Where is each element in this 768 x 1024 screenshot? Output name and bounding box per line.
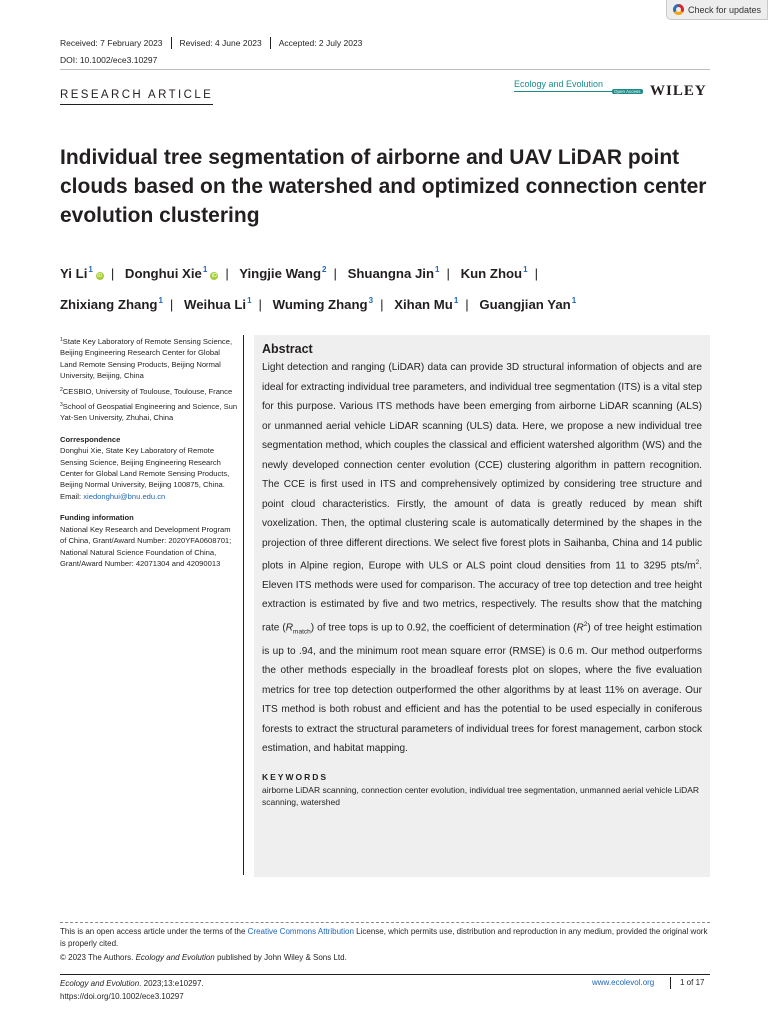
copyright: © 2023 The Authors. Ecology and Evolution published by John Wiley & Sons Ltd.: [60, 953, 347, 962]
crossmark-icon: [673, 4, 684, 15]
journal-logo-rule: [514, 91, 612, 92]
funding-text: National Key Research and Development Program of China, Grant/Award Number: 2020YFA0608701; National Natural Science Foundation of China, Grant/Award Number: 42071304 and 42090013: [60, 524, 232, 568]
open-access-badge: Open Access: [614, 89, 641, 94]
author[interactable]: Wuming Zhang$^3$: [272, 296, 374, 312]
author-list: Yi Li$^1$iD | Donghui Xie$^1$iD | Yingjie Wang$^2$ | Shuangna Jin$^1$ | Kun Zhou$^1$ | Zhixiang Zhang$^1$ | Weihua Li$^1$ | Wuming Zhang$^3$ | Xihan Mu$^1$ | Guangjian Yan$^1$: [60, 265, 577, 312]
correspondence-heading: Correspondence: [60, 434, 121, 444]
footer-divider: [60, 974, 710, 975]
keywords-heading: KEYWORDS: [262, 771, 329, 782]
footer-citation: Ecology and Evolution. 2023;13:e10297. https://doi.org/10.1002/ece3.10297: [60, 979, 204, 1001]
sidebar-divider: [243, 335, 244, 875]
affiliation: $^1$State Key Laboratory of Remote Sensing Science, Beijing Engineering Research Center for Global Land Remote Sensing Products, Beijing Normal University, Beijing, China: [60, 337, 233, 381]
abstract-heading: Abstract: [262, 342, 313, 356]
correspondence-text: Donghui Xie, State Key Laboratory of Remote Sensing Science, Beijing Engineering Research Center for Global Land Remote Sensing Products, Beijing Normal University, Beijing 100875, China. Email: xiedonghui@bnu.edu.cn: [60, 446, 230, 501]
author[interactable]: Kun Zhou$^1$: [460, 265, 528, 281]
author[interactable]: Shuangna Jin$^1$: [347, 265, 440, 281]
abstract-text: Light detection and ranging (LiDAR) data can provide 3D structural information of objects and are ideal for extracting individual tree parameters, and individual tree segmentation (ITS) is a vital step for this purpose. Various ITS methods have been emerging from airborne LiDAR scanning (ALS) or unmanned aerial vehicle LiDAR scanning (ULS) data. Here, we propose a new individual tree segmentation method, which couples the classical and efficient watershed algorithm (WS) and the newly developed connection center evolution (CCE) clustering algorithm in pattern recognition. The CCE is first used in ITS and comprehensively optimized by considering tree structure and point cloud characteristics. Firstly, the amount of data is greatly reduced by mean shift voxelization. Then, the optimal clustering scale is automatically determined by the shapes in the projection of three different directions. We select five forest plots in Saihanba, China and 14 public plots in Alpine region, Europe with ULS or ALS point cloud densities from 11 to 3295 pts/$m^2$. Eleven ITS methods were used for comparison. The accuracy of tree top detection and tree height extraction is estimated by five and two metrics, respectively. The results show that the matching rate $(R_{match})$ of tree tops is up to 0.92, the coefficient of determination $(R^2)$ of tree height estimation is up to .94, and the minimum root mean square error (RMSE) is 0.6 m. Our method outperforms the other methods especially in the broadleaf forests plot on slopes, where the five evaluation metrics for tree top detection outperformed the other algorithms by at least 11% on average. Our ITS method is both robust and efficient and has the potential to be used especially in coniferous forests to extract the structural parameters of individual trees for forest management, carbon stock estimation, and habitat mapping.: [262, 362, 702, 755]
header-divider: [60, 69, 710, 70]
author[interactable]: Xihan Mu$^1$: [394, 296, 459, 312]
author[interactable]: Yi Li$^1$iD: [60, 265, 103, 281]
license-text: This is an open access article under the terms of the Creative Commons Attribution License, which permits use, distribution and reproduction in any medium, provided the original work is properly cited.: [60, 927, 708, 949]
affiliation: $^2$CESBIO, University of Toulouse, Toulouse, France: [60, 386, 233, 396]
accepted-date: Accepted: 2 July 2023: [270, 37, 371, 49]
check-for-updates-label: Check for updates: [688, 4, 762, 15]
sidebar: [60, 335, 238, 572]
keywords-text: airborne LiDAR scanning, connection center evolution, individual tree segmentation, unmanned aerial vehicle LiDAR scanning, watershed: [262, 784, 700, 807]
author[interactable]: Zhixiang Zhang$^1$: [60, 296, 163, 312]
article-title: Individual tree segmentation of airborne and UAV LiDAR point clouds based on the watershed and optimized connection center evolution clustering: [60, 146, 707, 227]
revised-date: Revised: 4 June 2023: [171, 37, 270, 49]
author[interactable]: Yingjie Wang$^2$: [239, 265, 327, 281]
email-link[interactable]: xiedonghui@bnu.edu.cn: [83, 491, 166, 501]
received-date: Received: 7 February 2023: [60, 38, 163, 48]
journal-site-link[interactable]: www.ecolevol.org: [592, 978, 655, 987]
page-number: 1 of 17: [670, 977, 704, 989]
license-divider: [60, 922, 710, 923]
author[interactable]: Weihua Li$^1$: [184, 296, 252, 312]
author[interactable]: Donghui Xie$^1$iD: [124, 265, 217, 281]
affiliation: $^3$School of Geospatial Engineering and Science, Sun Yat-Sen University, Zhuhai, China: [60, 402, 238, 423]
article-dates: [60, 37, 370, 49]
orcid-icon[interactable]: iD: [211, 273, 217, 279]
author[interactable]: Guangjian Yan$^1$: [479, 296, 577, 312]
doi: DOI: 10.1002/ece3.10297: [60, 55, 158, 65]
doi-url[interactable]: https://doi.org/10.1002/ece3.10297: [60, 991, 184, 1001]
orcid-icon[interactable]: iD: [97, 273, 103, 279]
creative-commons-link[interactable]: Creative Commons Attribution: [247, 927, 354, 936]
journal-logo[interactable]: Ecology and Evolution: [514, 79, 604, 89]
check-for-updates-button[interactable]: [666, 0, 768, 20]
funding-heading: Funding information: [60, 513, 134, 523]
publisher-logo: WILEY: [650, 83, 707, 99]
abstract-box: [254, 335, 710, 877]
article-type: RESEARCH ARTICLE: [60, 89, 213, 105]
